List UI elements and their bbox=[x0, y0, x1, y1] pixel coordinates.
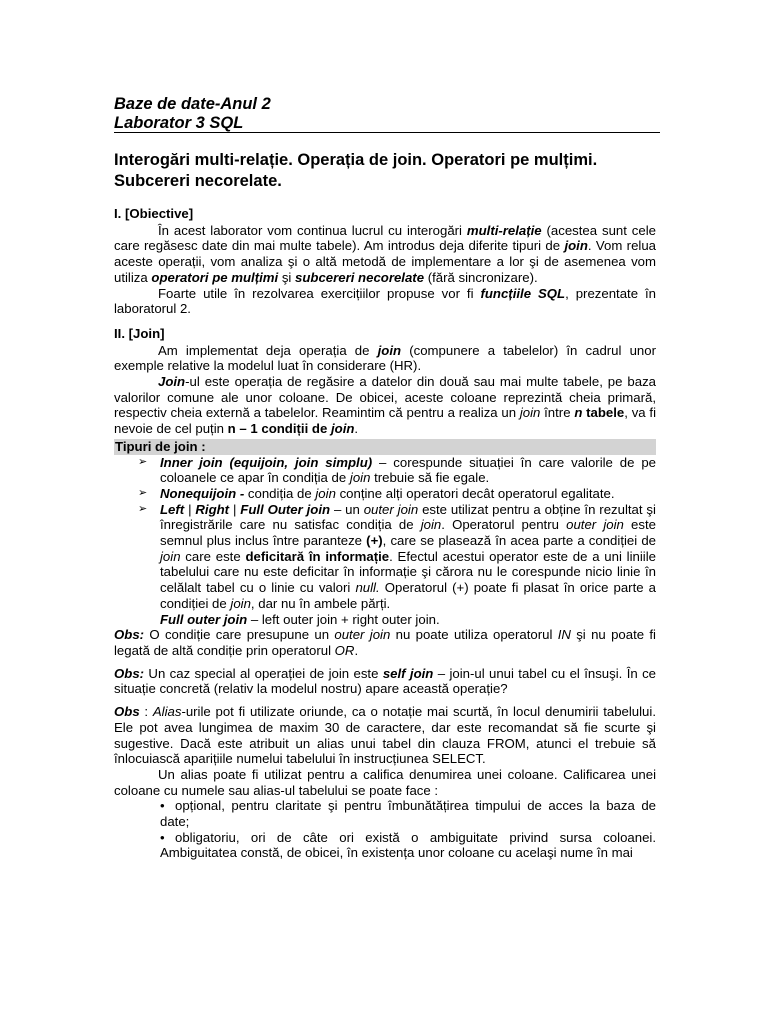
document-title bbox=[114, 150, 674, 192]
join-paragraph-2: Join-ul este operația de regăsire a datelor din două sau mai multe tabele, pe baza valorilor comune ale unor coloane. De obicei, aceste coloane reprezintă cheia primară, respectiv cheia externă a tabelelor. Reamintim că pentru a realiza un join între n tabele, va fi nevoie de cel puțin n – 1 condiții de join. bbox=[114, 374, 656, 437]
header-divider bbox=[114, 132, 660, 133]
course-title: Baze de date-Anul 2 bbox=[114, 95, 271, 113]
full-outer-join-note: Full outer join – left outer join + right outer join. bbox=[160, 611, 440, 627]
content bbox=[114, 206, 656, 861]
objectives-paragraph-1: În acest laborator vom continua lucrul cu interogări multi-relație (acestea sunt cele care regăsesc date din mai multe tabele). Am introdus deja diferite tipuri de join. Vom relua aceste operații, vom analiza şi o altă metodă de implementare a lor şi de asemenea vom utiliza operatori pe mulțimi şi subcereri necorelate (fără sincronizare). bbox=[114, 222, 657, 285]
alias-qualification-list bbox=[114, 798, 656, 861]
join-types-heading: Tipuri de join : bbox=[114, 439, 656, 455]
obs-alias: Obs : Alias-urile pot fi utilizate oriunde, ca o notație mai scurtă, în locul denumirii tabelului. Ele pot avea lungimea de maxim 30 de caractere, dar este recomandat să fie scurte şi sugestive. Dacă este atribuit un alias unui tabel din clauza FROM, atunci el trebuie să înlocuiască aparițiile numelui tabelului în instrucțiunea SELECT. bbox=[114, 704, 656, 767]
obs-outer-join: Obs: O condiție care presupune un outer join nu poate utiliza operatorul IN şi nu poate fi legată de altă condiție prin operatorul OR. bbox=[114, 627, 656, 658]
join-types-list bbox=[114, 455, 656, 612]
list-item-mandatory: • obligatoriu, ori de câte ori există o ambiguitate privind sursa coloanei. Ambiguitatea constă, de obicei, în existența unor coloane cu acelaşi nume în mai bbox=[114, 830, 656, 861]
list-item-optional: • opțional, pentru claritate şi pentru îmbunătățirea timpului de acces la baza de date; bbox=[114, 798, 656, 829]
objectives-paragraph-2: Foarte utile în rezolvarea exercițiilor propuse vor fi funcțiile SQL, prezentate în laboratorul 2. bbox=[114, 285, 656, 317]
title-line-2: Subcereri necorelate. bbox=[114, 172, 282, 190]
list-item-outer-join: ➢ Left | Right | Full Outer join – un outer join este utilizat pentru a obține în rezultat şi înregistrările care nu satisfac condiția de join. Operatorul pentru outer join este semnul plus inclus între paranteze (+), care se plasează în acea parte a condiției de join care este deficitară în informație. Efectul acestui operator este de a uni liniile tabelului care nu este deficitar în informație şi cărora nu le corespunde nicio linie în celălalt tabel cu o linie cu valori null. Operatorul (+) poate fi plasat în orice parte a condiției de join, dar nu în ambele părți. bbox=[114, 502, 656, 612]
obs-self-join: Obs: Un caz special al operației de join este self join – join-ul unui tabel cu el însuşi. În ce situație concretă (relativ la modelul nostru) apare această operație? bbox=[114, 665, 656, 697]
section-heading-objectives: I. [Obiective] bbox=[114, 206, 194, 221]
lab-title: Laborator 3 SQL bbox=[114, 114, 244, 132]
list-item-nonequijoin: ➢ Nonequijoin - condiția de join conține alți operatori decât operatorul egalitate. bbox=[114, 486, 656, 502]
title-line-1: Interogări multi-relație. Operația de join. Operatori pe mulțimi. bbox=[114, 151, 598, 169]
join-paragraph-1: Am implementat deja operația de join (compunere a tabelelor) în cadrul unor exemple relative la modelul luat în considerare (HR). bbox=[114, 342, 656, 374]
list-item-inner-join: ➢ Inner join (equijoin, join simplu) – corespunde situației în care valorile de pe coloanele ce apar în condiția de join trebuie să fie egale. bbox=[114, 455, 656, 486]
alias-paragraph-2: Un alias poate fi utilizat pentru a califica denumirea unei coloane. Calificarea unei coloane cu numele sau alias-ul tabelului se poate face : bbox=[114, 766, 656, 798]
section-heading-join: II. [Join] bbox=[114, 325, 165, 341]
